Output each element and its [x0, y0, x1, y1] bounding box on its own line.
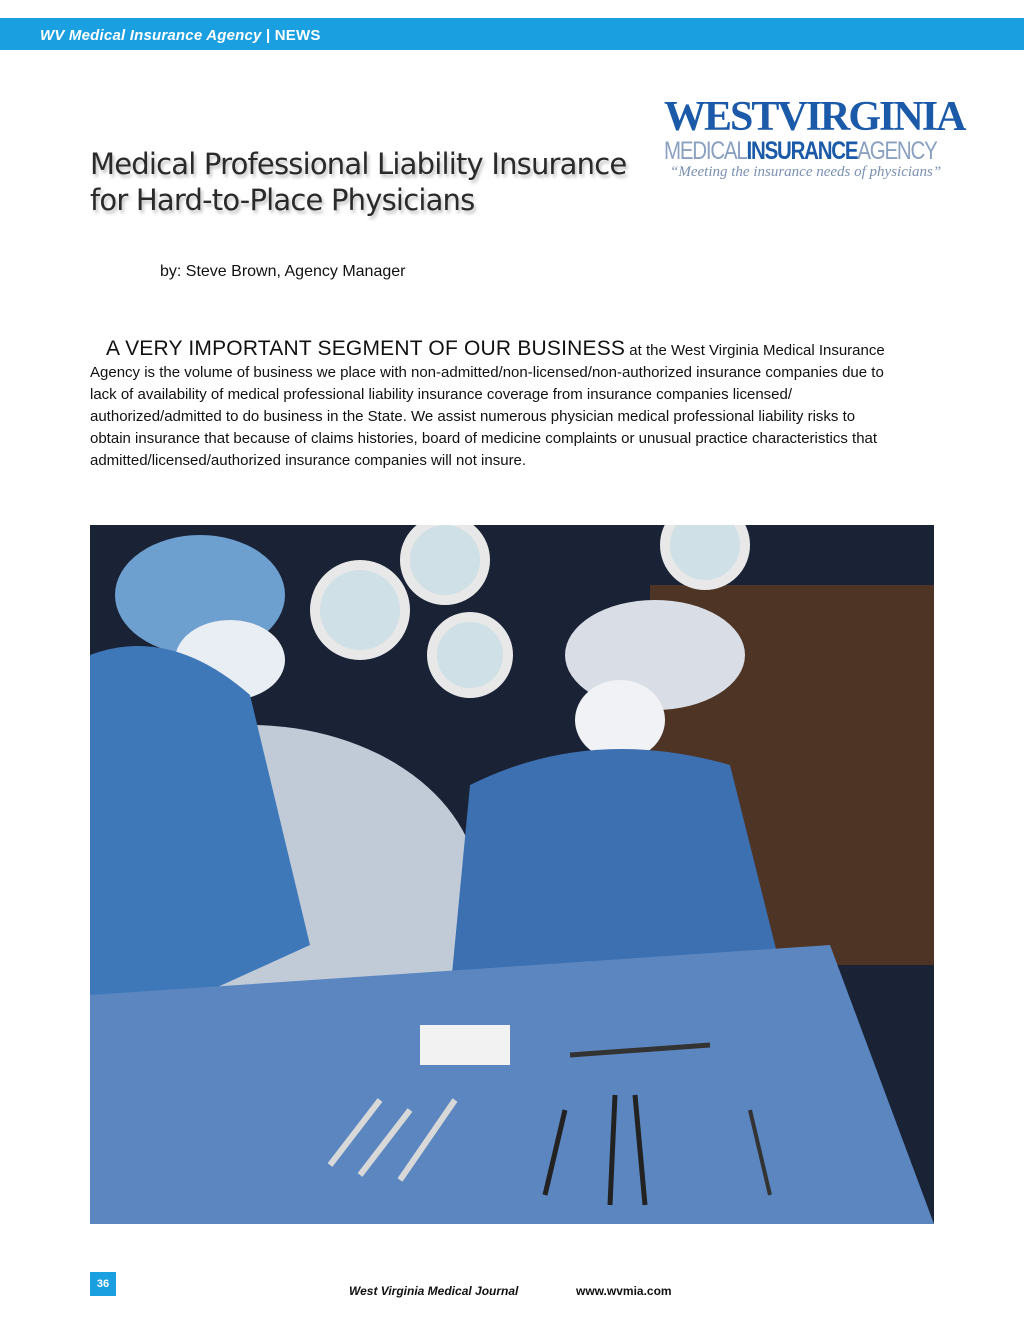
logo-medical: MEDICAL [664, 137, 747, 165]
logo-insurance: INSURANCE [746, 137, 858, 165]
header-agency: WV Medical Insurance Agency [40, 27, 262, 44]
article-body-text: at the West Virginia Medical Insurance Agency is the volume of business we place with non-admitted/non-licensed/non-authorized insurance companies due to lack of availability of medical professional liability insurance coverage from insurance companies licensed/ authorized/admitted to do business in the State. We assist numerous physician medical professional liability risks to obtain insurance that because of claims histories, board of medicine complaints or unusual practice characteristics that admitted/licensed/authorized insurance companies will not insure. [90, 342, 885, 469]
header-section: NEWS [274, 27, 321, 44]
logo-agency-name [664, 138, 937, 164]
header-banner [0, 18, 1024, 50]
logo-agency: AGENCY [857, 137, 937, 165]
logo-tagline: “Meeting the insurance needs of physicians” [670, 164, 942, 180]
article-lead: A VERY IMPORTANT SEGMENT OF OUR BUSINESS [106, 337, 626, 360]
surgery-photo-icon [90, 525, 934, 1224]
article-title-line2: for Hard-to-Place Physicians [90, 183, 475, 217]
article-title [90, 146, 650, 218]
header-text [40, 27, 321, 44]
header-separator: | [261, 27, 275, 44]
article-byline: by: Steve Brown, Agency Manager [160, 263, 406, 280]
footer-journal: West Virginia Medical Journal [349, 1284, 519, 1298]
footer-url[interactable]: www.wvmia.com [576, 1284, 672, 1298]
article-title-line1: Medical Professional Liability Insurance [90, 147, 627, 181]
page-number: 36 [90, 1272, 116, 1296]
surgery-photo [90, 525, 934, 1224]
logo-west-virginia: WESTVIRGINIA [664, 94, 965, 140]
article-body [90, 338, 890, 472]
agency-logo [640, 94, 965, 196]
